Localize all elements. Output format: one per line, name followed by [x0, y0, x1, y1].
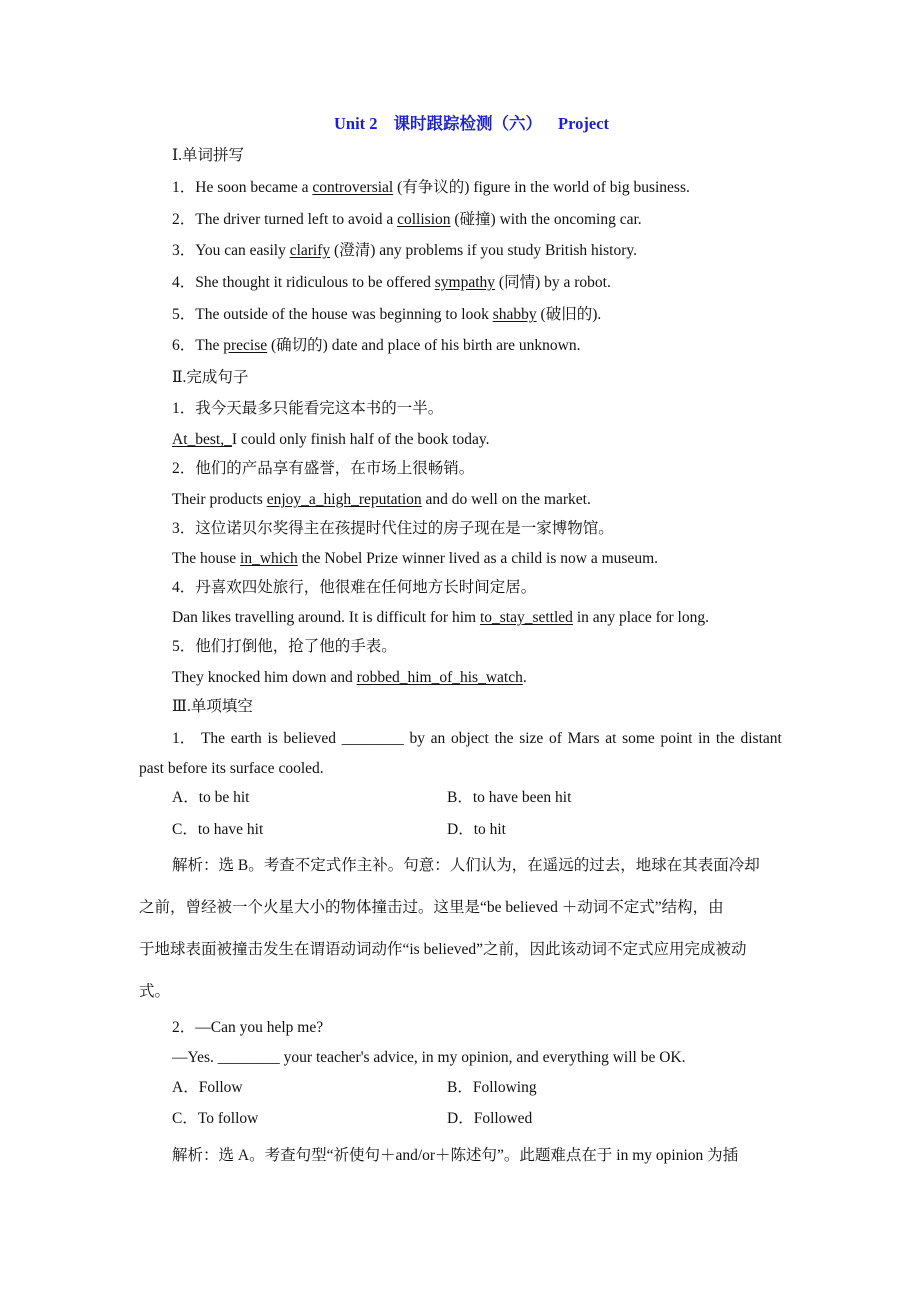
- s2-answer-3: in_which: [240, 550, 298, 567]
- s2-answer-5: robbed_him_of_his_watch: [356, 669, 523, 686]
- s1-item-6: 6．The precise (确切的) date and place of his birth are unknown.: [172, 337, 581, 354]
- s1-item-1: 1．He soon became a controversial (有争议的) figure in the world of big business.: [172, 179, 690, 196]
- s2-english-1: At_best,_I could only finish half of the book today.: [172, 431, 490, 448]
- s1-answer-1: controversial: [312, 179, 394, 196]
- s2-chinese-1: 1．我今天最多只能看完这本书的一半。: [172, 400, 444, 417]
- q2-explanation: 解析：选 A。考查句型“祈使句＋and/or＋陈述句”。此题难点在于 in my opinion 为插: [172, 1147, 739, 1164]
- s2-english-4: Dan likes travelling around. It is difficult for him to_stay_settled in any place for long.: [172, 609, 709, 626]
- q2-line1: 2．—Can you help me?: [172, 1019, 324, 1036]
- s1-item-5: 5．The outside of the house was beginning to look shabby (破旧的).: [172, 306, 602, 323]
- s1-answer-3: clarify: [289, 242, 331, 259]
- s1-answer-2: collision: [397, 211, 451, 228]
- q2-option-c: C．To follow: [172, 1110, 259, 1127]
- s2-answer-1: At_best,_: [172, 431, 232, 448]
- s2-answer-2: enjoy_a_high_reputation: [266, 491, 422, 508]
- q1-stem-line2: past before its surface cooled.: [139, 760, 324, 777]
- s1-answer-5: shabby: [492, 306, 537, 323]
- q2-option-d: D．Followed: [447, 1110, 533, 1127]
- q1-explanation-4: 式。: [139, 983, 171, 1000]
- s1-answer-6: precise: [223, 337, 268, 354]
- q1-option-a: A．to be hit: [172, 789, 250, 806]
- title-name: 课时跟踪检测（六）: [393, 114, 543, 133]
- q1-explanation-3: 于地球表面被撞击发生在谓语动词动作“is believed”之前，因此该动词不定式应用完成被动: [139, 941, 747, 958]
- s2-chinese-4: 4．丹喜欢四处旅行，他很难在任何地方长时间定居。: [172, 579, 537, 596]
- s1-item-3: 3．You can easily clarify (澄清) any problems if you study British history.: [172, 242, 637, 259]
- section2-heading: Ⅱ.完成句子: [172, 369, 249, 386]
- q1-stem-line1: 1． The earth is believed ________ by an object the size of Mars at some point in the distant: [172, 730, 782, 747]
- s1-item-2: 2．The driver turned left to avoid a collision (碰撞) with the oncoming car.: [172, 211, 642, 228]
- s2-english-5: They knocked him down and robbed_him_of_his_watch.: [172, 669, 527, 686]
- q1-option-b: B．to have been hit: [447, 789, 572, 806]
- q1-option-d: D．to hit: [447, 821, 506, 838]
- s2-chinese-3: 3．这位诺贝尔奖得主在孩提时代住过的房子现在是一家博物馆。: [172, 520, 614, 537]
- s1-answer-4: sympathy: [434, 274, 496, 291]
- q2-option-a: A．Follow: [172, 1079, 243, 1096]
- s2-english-2: Their products enjoy_a_high_reputation and do well on the market.: [172, 491, 591, 508]
- q2-line2: —Yes. ________ your teacher's advice, in my opinion, and everything will be OK.: [172, 1049, 686, 1066]
- q2-option-b: B．Following: [447, 1079, 537, 1096]
- section1-heading: Ⅰ.单词拼写: [172, 147, 244, 164]
- s2-chinese-5: 5．他们打倒他，抢了他的手表。: [172, 638, 397, 655]
- s1-item-4: 4．She thought it ridiculous to be offered sympathy (同情) by a robot.: [172, 274, 611, 291]
- q1-option-c: C．to have hit: [172, 821, 264, 838]
- s2-chinese-2: 2．他们的产品享有盛誉，在市场上很畅销。: [172, 460, 475, 477]
- title-unit: Unit 2: [334, 114, 378, 133]
- section3-heading: Ⅲ.单项填空: [172, 698, 253, 715]
- q1-explanation-2: 之前，曾经被一个火星大小的物体撞击过。这里是“be believed ＋动词不定式”结构，由: [139, 899, 724, 916]
- page-title: [334, 114, 609, 134]
- s2-english-3: The house in_which the Nobel Prize winner lived as a child is now a museum.: [172, 550, 658, 567]
- title-project: Project: [558, 114, 610, 133]
- q1-explanation-1: 解析：选 B。考查不定式作主补。句意：人们认为，在遥远的过去，地球在其表面冷却: [172, 857, 760, 874]
- s2-answer-4: to_stay_settled: [479, 609, 573, 626]
